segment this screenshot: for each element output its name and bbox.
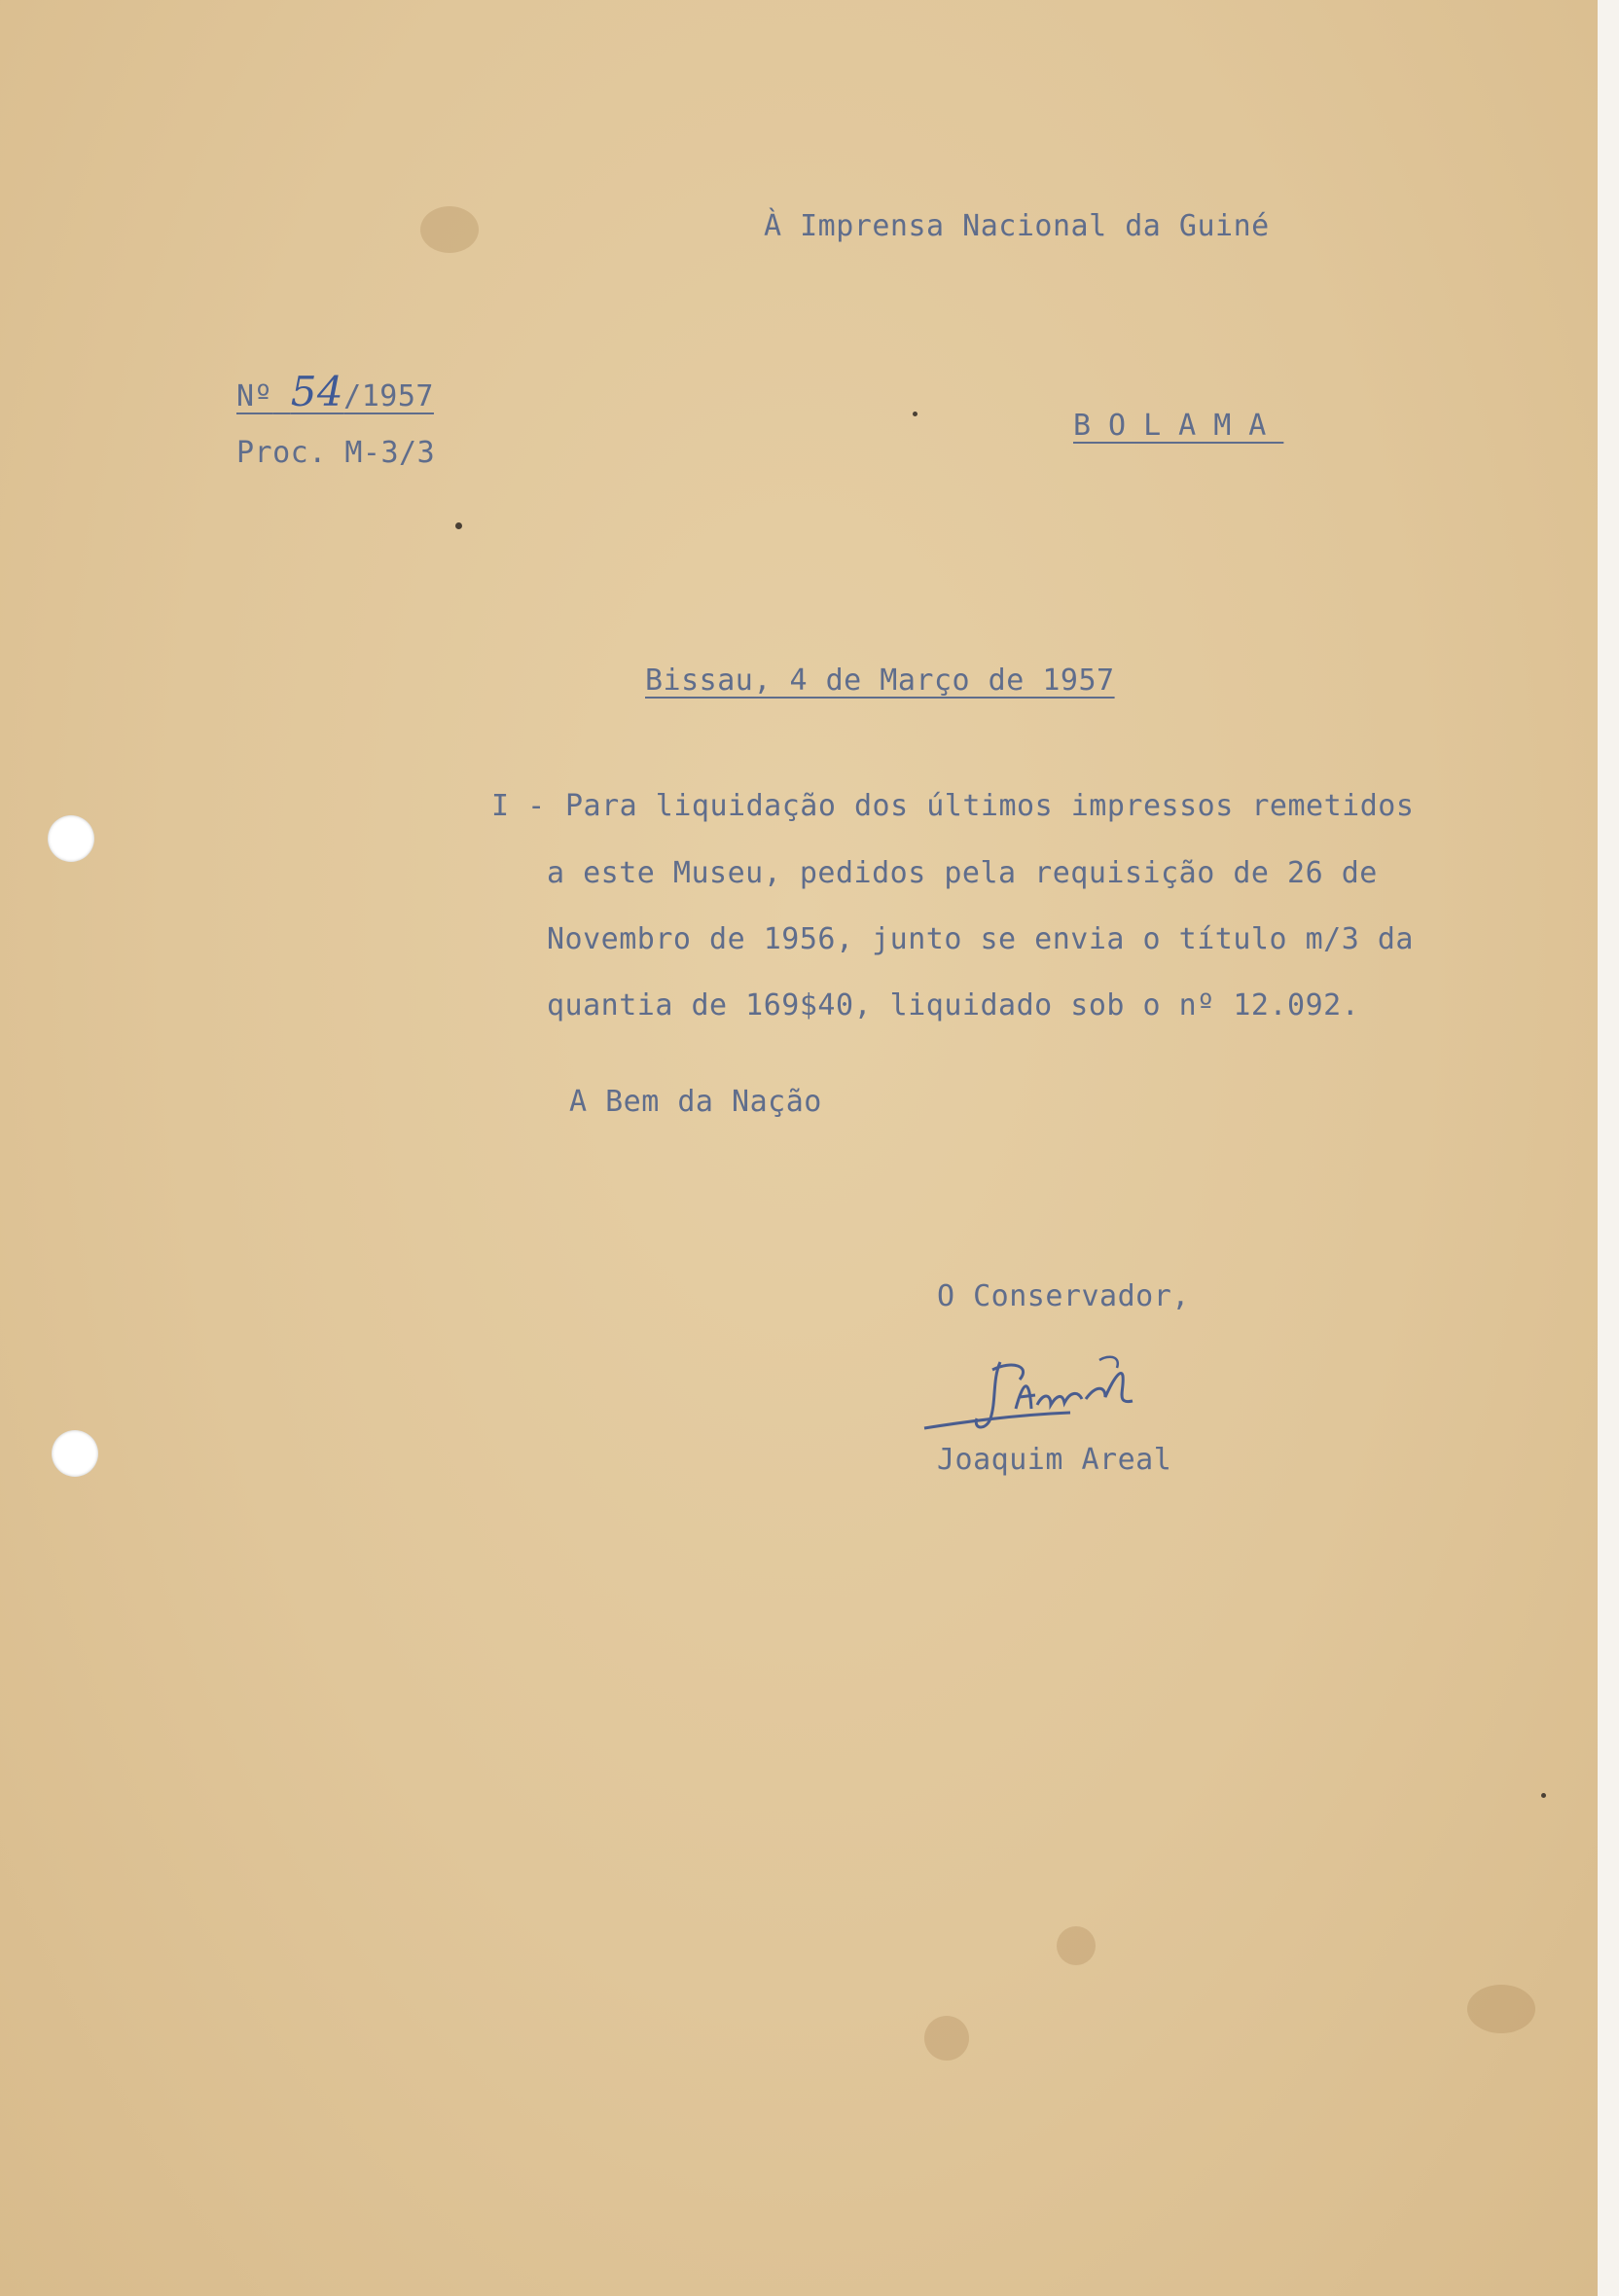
punch-hole-top — [48, 815, 94, 862]
reference-number — [236, 368, 434, 415]
paper-speck — [913, 412, 917, 416]
recipient-line: À Imprensa Nacional da Guiné — [764, 209, 1270, 243]
paper-speck — [1541, 1793, 1546, 1798]
reference-handwritten-number: 54 — [290, 368, 344, 415]
paper-stain — [1057, 1926, 1096, 1965]
signatory-name: Joaquim Areal — [937, 1443, 1172, 1477]
reference-prefix: Nº — [236, 379, 273, 413]
body-line-3: Novembro de 1956, junto se envia o título m/3 da — [547, 922, 1414, 956]
recipient-city: BOLAMA — [1073, 409, 1284, 443]
scan-background-edge — [1598, 0, 1619, 2296]
body-line-2: a este Museu, pedidos pela requisição de 26 de — [547, 856, 1378, 890]
paper-stain — [924, 2016, 969, 2061]
paper-stain — [420, 206, 479, 253]
process-reference: Proc. M-3/3 — [236, 436, 436, 470]
punch-hole-bottom — [52, 1430, 98, 1477]
closing-line: A Bem da Nação — [569, 1085, 822, 1119]
reference-year: /1957 — [343, 379, 434, 413]
body-line-1: Para liquidação dos últimos impressos remetidos — [565, 789, 1415, 823]
signatory-title: O Conservador, — [937, 1279, 1190, 1313]
body-line-4: quantia de 169$40, liquidado sob o nº 12.092. — [547, 988, 1360, 1022]
handwritten-signature-icon — [915, 1341, 1206, 1448]
date-line: Bissau, 4 de Março de 1957 — [645, 664, 1115, 698]
paper-speck — [455, 522, 462, 529]
paper-stain — [1467, 1985, 1535, 2033]
item-marker: I - — [491, 789, 546, 823]
